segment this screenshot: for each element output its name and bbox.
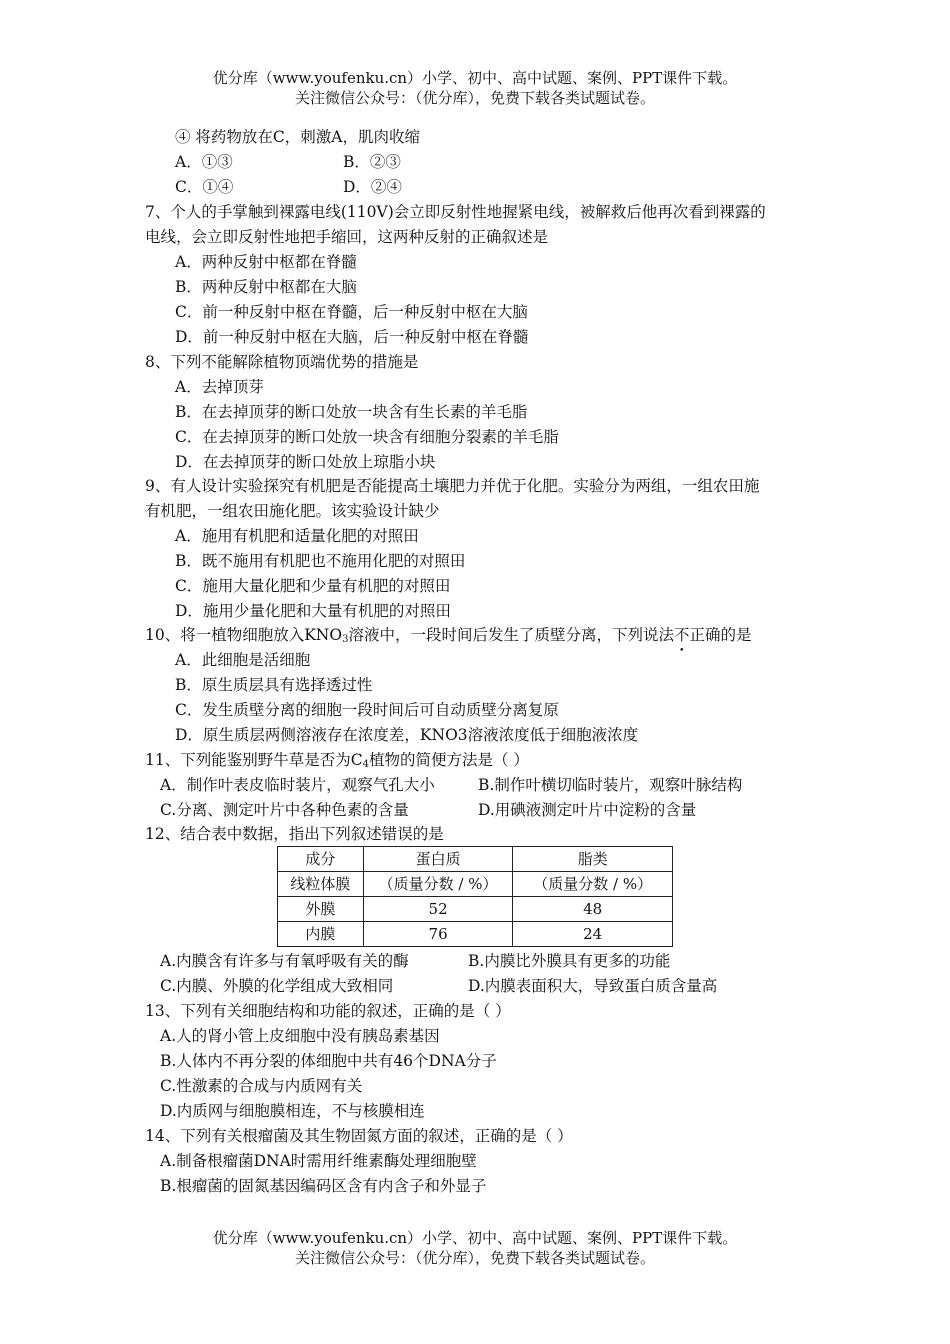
- q14-option-b: B.根瘤菌的固氮基因编码区含有内含子和外显子: [160, 1177, 487, 1195]
- row-protein: 52: [363, 897, 513, 922]
- q13-option-c: C.性激素的合成与内质网有关: [160, 1077, 363, 1095]
- q14-option-a: A.制备根瘤菌DNA时需用纤维素酶处理细胞壁: [160, 1152, 477, 1170]
- q12-option-d: D.内膜表面积大，导致蛋白质含量高: [468, 977, 718, 995]
- page-footer: [0, 1228, 950, 1268]
- q7-option-b: B．两种反射中枢都在大脑: [175, 278, 357, 296]
- q9-option-d: D．施用少量化肥和大量有机肥的对照田: [175, 602, 451, 620]
- q10-stem: [145, 624, 752, 646]
- row-lipid: 48: [513, 897, 673, 922]
- row-lipid: 24: [513, 922, 673, 947]
- q6-option-d: D．②④: [343, 178, 402, 196]
- q10-option-a: A．此细胞是活细胞: [175, 651, 311, 669]
- table-header-protein: 蛋白质: [363, 847, 513, 872]
- q10-option-b: B．原生质层具有选择透过性: [175, 676, 373, 694]
- q11-option-b: B.制作叶横切临时装片，观察叶脉结构: [478, 776, 743, 794]
- q11-stem-part-2: 植物的简便方法是（ ）: [368, 751, 529, 769]
- q10-emphasis-word: 不: [673, 626, 690, 644]
- header-line-2: 关注微信公众号：（优分库），免费下载各类试题试卷。: [294, 89, 655, 107]
- q12-option-a: A.内膜含有许多与有氧呼吸有关的酶: [160, 952, 409, 970]
- q8-option-c: C．在去掉顶芽的断口处放一块含有细胞分裂素的羊毛脂: [175, 428, 559, 446]
- q10-subscript: 3: [342, 634, 349, 645]
- q10-option-c: C．发生质壁分离的细胞一段时间后可自动质壁分离复原: [175, 701, 559, 719]
- table-row: [278, 897, 673, 922]
- q11-stem-part-1: 11、下列能鉴别野牛草是否为C: [145, 751, 363, 769]
- q9-stem-line-2: 有机肥，一组农田施化肥。该实验设计缺少: [145, 502, 440, 520]
- row-name: 外膜: [278, 897, 364, 922]
- q7-option-a: A．两种反射中枢都在脊髓: [175, 253, 357, 271]
- q9-option-c: C．施用大量化肥和少量有机肥的对照田: [175, 577, 451, 595]
- q6-option-a: A．①③: [175, 153, 233, 171]
- table-unit-protein: （质量分数 / %）: [363, 872, 513, 897]
- q10-option-d: D．原生质层两侧溶液存在浓度差，KNO3溶液浓度低于细胞液浓度: [175, 726, 639, 744]
- table-corner-bottom: 线粒体膜: [278, 872, 364, 897]
- q11-stem: [145, 749, 529, 771]
- q10-stem-part-2: 溶液中，一段时间后发生了质壁分离，下列说法: [348, 626, 674, 644]
- row-name: 内膜: [278, 922, 364, 947]
- footer-line-2: 关注微信公众号：（优分库），免费下载各类试题试卷。: [294, 1249, 655, 1267]
- q11-subscript: 4: [362, 759, 369, 770]
- page-header: [0, 68, 950, 108]
- q6-option-c: C．①④: [175, 178, 234, 196]
- q8-option-d: D．在去掉顶芽的断口处放上琼脂小块: [175, 453, 436, 471]
- table-unit-lipid: （质量分数 / %）: [513, 872, 673, 897]
- q14-stem: 14、下列有关根瘤菌及其生物固氮方面的叙述，正确的是（ ）: [145, 1127, 573, 1145]
- q6-item-4: ④ 将药物放在C，刺激A，肌肉收缩: [175, 128, 420, 146]
- mitochondria-membrane-table: [277, 846, 673, 947]
- q11-option-d: D.用碘液测定叶片中淀粉的含量: [478, 801, 697, 819]
- q11-option-c: C.分离、测定叶片中各种色素的含量: [160, 801, 409, 819]
- q8-option-b: B．在去掉顶芽的断口处放一块含有生长素的羊毛脂: [175, 403, 528, 421]
- q8-stem: 8、下列不能解除植物顶端优势的措施是: [145, 353, 419, 371]
- q7-stem-line-1: 7、个人的手掌触到裸露电线(110V)会立即反射性地握紧电线，被解救后他再次看到裸露的: [145, 203, 766, 221]
- q9-option-b: B．既不施用有机肥也不施用化肥的对照田: [175, 552, 466, 570]
- table-header-lipid: 脂类: [513, 847, 673, 872]
- q13-option-d: D.内质网与细胞膜相连，不与核膜相连: [160, 1102, 425, 1120]
- q8-option-a: A．去掉顶芽: [175, 378, 264, 396]
- row-protein: 76: [363, 922, 513, 947]
- q7-option-d: D．前一种反射中枢在大脑，后一种反射中枢在脊髓: [175, 328, 529, 346]
- footer-line-1: 优分库（www.youfenku.cn）小学、初中、高中试题、案例、PPT课件下载。: [212, 1229, 738, 1247]
- header-line-1: 优分库（www.youfenku.cn）小学、初中、高中试题、案例、PPT课件下载。: [212, 69, 738, 87]
- q13-stem: 13、下列有关细胞结构和功能的叙述，正确的是（ ）: [145, 1002, 511, 1020]
- q13-option-b: B.人体内不再分裂的体细胞中共有46个DNA分子: [160, 1052, 497, 1070]
- q12-stem: 12、结合表中数据，指出下列叙述错误的是: [145, 825, 444, 843]
- q9-option-a: A．施用有机肥和适量化肥的对照田: [175, 527, 419, 545]
- q6-option-b: B．②③: [343, 153, 401, 171]
- q10-stem-part-1: 10、将一植物细胞放入KNO: [145, 626, 343, 644]
- q10-stem-part-3: 正确的是: [689, 626, 752, 644]
- q12-option-b: B.内膜比外膜具有更多的功能: [468, 952, 671, 970]
- table-row: [278, 922, 673, 947]
- q9-stem-line-1: 9、有人设计实验探究有机肥是否能提高土壤肥力并优于化肥。实验分为两组，一组农田施: [145, 477, 760, 495]
- table-corner-top: 成分: [278, 847, 364, 872]
- q13-option-a: A.人的肾小管上皮细胞中没有胰岛素基因: [160, 1027, 440, 1045]
- q12-option-c: C.内膜、外膜的化学组成大致相同: [160, 977, 394, 995]
- q7-option-c: C．前一种反射中枢在脊髓，后一种反射中枢在大脑: [175, 303, 528, 321]
- q7-stem-line-2: 电线，会立即反射性地把手缩回，这两种反射的正确叙述是: [145, 228, 549, 246]
- q11-option-a: A．制作叶表皮临时装片，观察气孔大小: [160, 776, 435, 794]
